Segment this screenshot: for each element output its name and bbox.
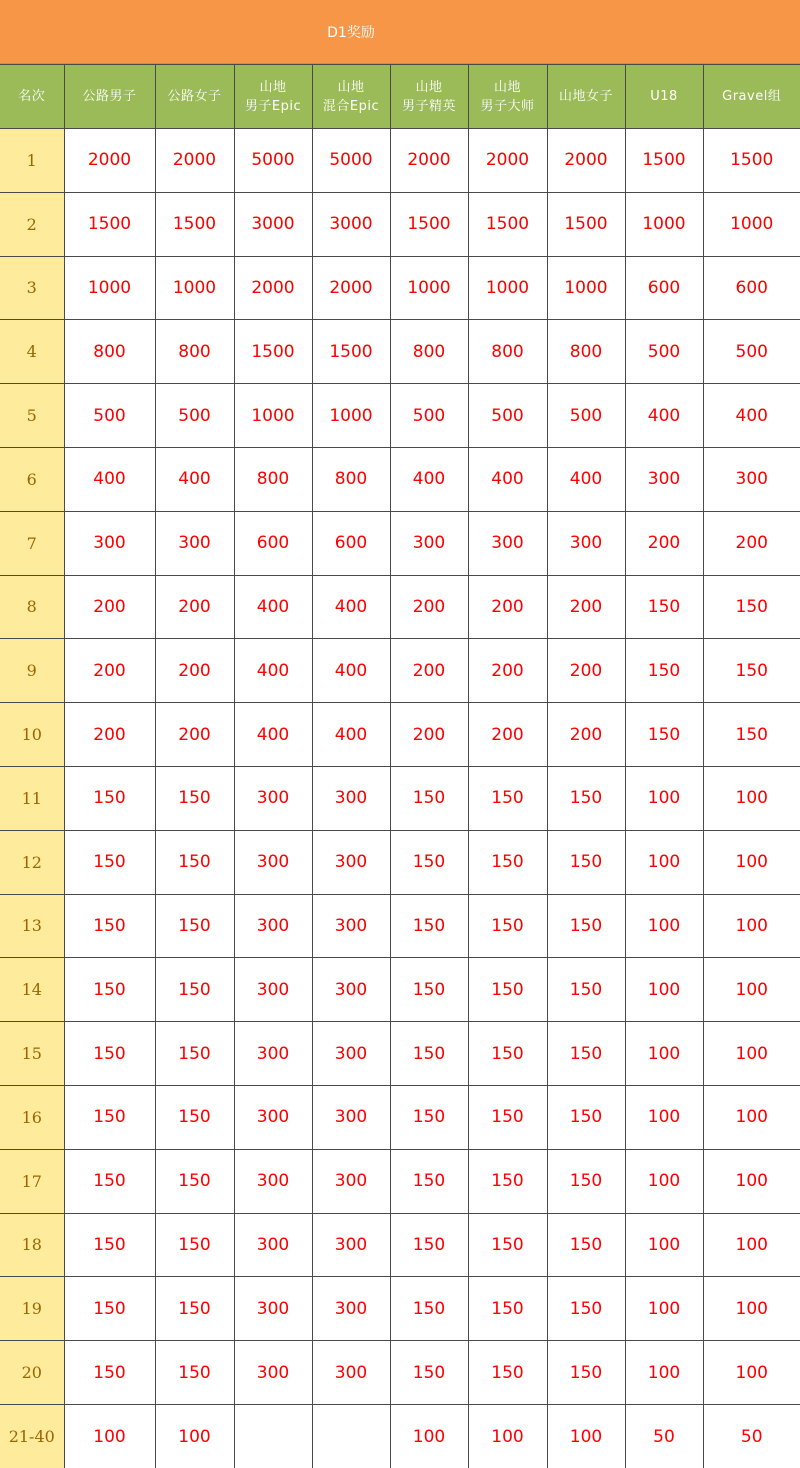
reward-cell-road-women: 1500: [155, 192, 234, 256]
reward-cell-mtb-men-master: 150: [468, 830, 547, 894]
reward-cell-mtb-women: 200: [547, 639, 625, 703]
reward-cell-gravel: 100: [703, 1149, 800, 1213]
reward-cell-road-women: 200: [155, 703, 234, 767]
reward-cell-mtb-men-elite: 150: [390, 1085, 468, 1149]
column-header-mtb-men-epic: [234, 65, 312, 129]
reward-cell-road-women: 150: [155, 1085, 234, 1149]
table-row: [0, 1022, 800, 1086]
reward-cell-gravel: 150: [703, 639, 800, 703]
reward-cell-road-men: 150: [64, 958, 155, 1022]
reward-cell-road-men: 800: [64, 320, 155, 384]
reward-cell-gravel: 300: [703, 447, 800, 511]
reward-cell-road-women: 150: [155, 830, 234, 894]
column-header-road-women: [155, 65, 234, 129]
reward-cell-road-women: 200: [155, 639, 234, 703]
table-row: [0, 192, 800, 256]
reward-cell-road-women: 800: [155, 320, 234, 384]
reward-cell-mtb-mixed-epic: 2000: [312, 256, 390, 320]
reward-cell-u18: 100: [625, 1022, 703, 1086]
reward-cell-mtb-men-master: 800: [468, 320, 547, 384]
table-row: [0, 958, 800, 1022]
reward-cell-mtb-women: 500: [547, 384, 625, 448]
reward-cell-mtb-women: 150: [547, 1341, 625, 1405]
reward-cell-road-men: 200: [64, 639, 155, 703]
reward-cell-mtb-men-elite: 100: [390, 1404, 468, 1468]
reward-cell-mtb-men-epic: 300: [234, 1277, 312, 1341]
rank-cell: 10: [0, 703, 64, 767]
reward-cell-mtb-men-epic: 300: [234, 1149, 312, 1213]
reward-cell-mtb-men-elite: 150: [390, 1213, 468, 1277]
reward-cell-mtb-women: 150: [547, 830, 625, 894]
reward-cell-road-women: 500: [155, 384, 234, 448]
reward-cell-mtb-women: 150: [547, 1213, 625, 1277]
reward-cell-u18: 100: [625, 894, 703, 958]
reward-cell-mtb-men-epic: 1000: [234, 384, 312, 448]
reward-cell-mtb-men-epic: 400: [234, 639, 312, 703]
reward-cell-mtb-women: 200: [547, 575, 625, 639]
reward-cell-road-men: 150: [64, 1341, 155, 1405]
rank-cell: 7: [0, 511, 64, 575]
reward-cell-mtb-men-elite: 200: [390, 703, 468, 767]
reward-cell-mtb-men-master: 1500: [468, 192, 547, 256]
column-header-line: 山地: [415, 79, 443, 95]
reward-cell-mtb-men-elite: 200: [390, 639, 468, 703]
column-header-line: 公路男子: [82, 89, 137, 104]
reward-cell-mtb-men-elite: 150: [390, 830, 468, 894]
table-row: [0, 129, 800, 193]
reward-cell-mtb-mixed-epic: 400: [312, 639, 390, 703]
reward-cell-mtb-men-elite: 400: [390, 447, 468, 511]
reward-cell-road-men: 1500: [64, 192, 155, 256]
reward-cell-mtb-mixed-epic: [312, 1404, 390, 1468]
column-header-line: 山地: [493, 79, 521, 95]
reward-cell-u18: 1000: [625, 192, 703, 256]
reward-cell-mtb-men-elite: 300: [390, 511, 468, 575]
rank-cell: 14: [0, 958, 64, 1022]
reward-cell-mtb-men-master: 1000: [468, 256, 547, 320]
reward-cell-mtb-women: 1000: [547, 256, 625, 320]
reward-cell-road-men: 200: [64, 703, 155, 767]
reward-cell-road-women: 300: [155, 511, 234, 575]
rank-cell: 18: [0, 1213, 64, 1277]
reward-cell-mtb-mixed-epic: 300: [312, 1341, 390, 1405]
table-row: [0, 639, 800, 703]
reward-cell-mtb-mixed-epic: 300: [312, 766, 390, 830]
reward-cell-gravel: 100: [703, 894, 800, 958]
reward-cell-gravel: 100: [703, 1213, 800, 1277]
reward-cell-road-men: 150: [64, 1022, 155, 1086]
reward-cell-road-men: 200: [64, 575, 155, 639]
reward-cell-mtb-mixed-epic: 5000: [312, 129, 390, 193]
rank-cell: 15: [0, 1022, 64, 1086]
reward-cell-mtb-men-elite: 800: [390, 320, 468, 384]
table-row: [0, 1213, 800, 1277]
reward-cell-mtb-women: 200: [547, 703, 625, 767]
reward-cell-road-men: 150: [64, 1149, 155, 1213]
reward-cell-mtb-mixed-epic: 1500: [312, 320, 390, 384]
column-header-line: 公路女子: [167, 89, 222, 104]
reward-cell-mtb-mixed-epic: 800: [312, 447, 390, 511]
reward-cell-u18: 100: [625, 1149, 703, 1213]
reward-cell-u18: 50: [625, 1404, 703, 1468]
rank-cell: 12: [0, 830, 64, 894]
reward-cell-mtb-men-master: 200: [468, 639, 547, 703]
reward-cell-gravel: 100: [703, 1341, 800, 1405]
column-header-line: 山地: [337, 79, 365, 95]
reward-cell-u18: 100: [625, 766, 703, 830]
reward-cell-mtb-men-elite: 150: [390, 1022, 468, 1086]
reward-cell-mtb-mixed-epic: 1000: [312, 384, 390, 448]
column-header-mtb-mixed-epic: [312, 65, 390, 129]
table-row: [0, 766, 800, 830]
reward-cell-mtb-men-epic: [234, 1404, 312, 1468]
reward-cell-mtb-mixed-epic: 300: [312, 958, 390, 1022]
reward-cell-mtb-men-master: 150: [468, 894, 547, 958]
reward-cell-mtb-men-master: 150: [468, 1277, 547, 1341]
reward-cell-gravel: 1000: [703, 192, 800, 256]
table-row: [0, 384, 800, 448]
reward-cell-road-men: 150: [64, 830, 155, 894]
table-row: [0, 320, 800, 384]
reward-cell-road-women: 200: [155, 575, 234, 639]
reward-cell-mtb-men-elite: 500: [390, 384, 468, 448]
reward-cell-road-women: 150: [155, 1149, 234, 1213]
reward-cell-road-women: 150: [155, 766, 234, 830]
column-header-line: 混合Epic: [322, 98, 380, 114]
rank-cell: 1: [0, 129, 64, 193]
reward-cell-u18: 150: [625, 639, 703, 703]
reward-cell-mtb-men-epic: 300: [234, 1341, 312, 1405]
reward-cell-road-men: 150: [64, 894, 155, 958]
reward-cell-mtb-men-elite: 200: [390, 575, 468, 639]
reward-cell-u18: 400: [625, 384, 703, 448]
rank-cell: 8: [0, 575, 64, 639]
reward-cell-mtb-men-epic: 300: [234, 894, 312, 958]
reward-cell-mtb-men-elite: 1500: [390, 192, 468, 256]
reward-cell-gravel: 100: [703, 1085, 800, 1149]
rank-cell: 17: [0, 1149, 64, 1213]
column-header-rank: [0, 65, 64, 129]
reward-cell-mtb-men-master: 150: [468, 1022, 547, 1086]
table-body: [0, 129, 800, 1468]
reward-cell-mtb-women: 100: [547, 1404, 625, 1468]
reward-cell-mtb-women: 2000: [547, 129, 625, 193]
reward-cell-u18: 100: [625, 830, 703, 894]
reward-cell-mtb-men-epic: 5000: [234, 129, 312, 193]
reward-cell-mtb-women: 150: [547, 958, 625, 1022]
reward-cell-road-women: 150: [155, 1341, 234, 1405]
header-row: [0, 65, 800, 129]
reward-cell-mtb-men-epic: 300: [234, 1213, 312, 1277]
rank-cell: 5: [0, 384, 64, 448]
reward-cell-mtb-men-epic: 2000: [234, 256, 312, 320]
reward-cell-mtb-men-master: 150: [468, 1213, 547, 1277]
reward-cell-gravel: 100: [703, 958, 800, 1022]
reward-cell-road-women: 400: [155, 447, 234, 511]
reward-cell-road-women: 150: [155, 894, 234, 958]
rank-cell: 13: [0, 894, 64, 958]
reward-cell-road-men: 150: [64, 1085, 155, 1149]
reward-cell-mtb-men-epic: 300: [234, 958, 312, 1022]
reward-cell-mtb-mixed-epic: 300: [312, 830, 390, 894]
reward-cell-mtb-women: 150: [547, 1149, 625, 1213]
reward-cell-mtb-women: 150: [547, 894, 625, 958]
reward-cell-u18: 500: [625, 320, 703, 384]
reward-cell-mtb-men-master: 200: [468, 703, 547, 767]
reward-cell-road-men: 300: [64, 511, 155, 575]
reward-cell-gravel: 100: [703, 1277, 800, 1341]
reward-cell-mtb-mixed-epic: 300: [312, 894, 390, 958]
table-row: [0, 256, 800, 320]
reward-cell-road-women: 150: [155, 1277, 234, 1341]
reward-cell-mtb-men-epic: 300: [234, 766, 312, 830]
reward-cell-road-men: 500: [64, 384, 155, 448]
table-title-bar: [0, 0, 800, 64]
reward-cell-mtb-men-master: 150: [468, 1341, 547, 1405]
column-header-mtb-men-elite: [390, 65, 468, 129]
reward-cell-mtb-mixed-epic: 300: [312, 1213, 390, 1277]
table-row: [0, 894, 800, 958]
reward-cell-mtb-men-epic: 600: [234, 511, 312, 575]
reward-cell-u18: 100: [625, 1277, 703, 1341]
reward-cell-u18: 200: [625, 511, 703, 575]
rank-cell: 6: [0, 447, 64, 511]
column-header-line: Gravel组: [722, 89, 782, 104]
reward-cell-mtb-women: 150: [547, 766, 625, 830]
reward-cell-mtb-men-master: 150: [468, 958, 547, 1022]
column-header-line: 男子大师: [480, 98, 535, 114]
reward-cell-gravel: 400: [703, 384, 800, 448]
table-row: [0, 830, 800, 894]
reward-cell-mtb-men-master: 150: [468, 1149, 547, 1213]
reward-cell-road-men: 2000: [64, 129, 155, 193]
reward-cell-mtb-men-epic: 400: [234, 703, 312, 767]
reward-cell-mtb-men-epic: 400: [234, 575, 312, 639]
reward-cell-gravel: 150: [703, 703, 800, 767]
column-header-u18: [625, 65, 703, 129]
reward-cell-mtb-women: 150: [547, 1277, 625, 1341]
reward-cell-mtb-men-master: 2000: [468, 129, 547, 193]
reward-cell-mtb-men-master: 100: [468, 1404, 547, 1468]
table-row: [0, 447, 800, 511]
reward-cell-gravel: 100: [703, 830, 800, 894]
reward-cell-mtb-men-elite: 150: [390, 766, 468, 830]
reward-cell-gravel: 150: [703, 575, 800, 639]
reward-cell-mtb-men-elite: 150: [390, 894, 468, 958]
reward-cell-gravel: 200: [703, 511, 800, 575]
reward-cell-mtb-mixed-epic: 300: [312, 1022, 390, 1086]
column-header-road-men: [64, 65, 155, 129]
column-header-line: 名次: [18, 89, 46, 104]
reward-cell-mtb-mixed-epic: 300: [312, 1085, 390, 1149]
reward-cell-road-women: 150: [155, 958, 234, 1022]
table-row: [0, 1404, 800, 1468]
reward-cell-mtb-men-master: 150: [468, 766, 547, 830]
reward-cell-mtb-men-elite: 150: [390, 1277, 468, 1341]
reward-cell-mtb-men-epic: 3000: [234, 192, 312, 256]
rank-cell: 20: [0, 1341, 64, 1405]
reward-cell-u18: 150: [625, 575, 703, 639]
column-header-line: 男子精英: [401, 98, 456, 114]
reward-cell-gravel: 100: [703, 766, 800, 830]
table-row: [0, 511, 800, 575]
table-title: D1奖励: [327, 24, 375, 41]
rank-cell: 19: [0, 1277, 64, 1341]
reward-cell-mtb-men-elite: 1000: [390, 256, 468, 320]
reward-cell-gravel: 50: [703, 1404, 800, 1468]
reward-cell-mtb-men-epic: 300: [234, 830, 312, 894]
reward-cell-road-men: 400: [64, 447, 155, 511]
rank-cell: 11: [0, 766, 64, 830]
reward-cell-mtb-women: 150: [547, 1085, 625, 1149]
reward-cell-mtb-men-epic: 800: [234, 447, 312, 511]
reward-cell-mtb-men-epic: 1500: [234, 320, 312, 384]
table-row: [0, 1085, 800, 1149]
reward-cell-mtb-men-elite: 150: [390, 958, 468, 1022]
reward-cell-road-women: 150: [155, 1213, 234, 1277]
table-row: [0, 1341, 800, 1405]
reward-cell-u18: 100: [625, 1085, 703, 1149]
reward-cell-mtb-mixed-epic: 400: [312, 575, 390, 639]
reward-cell-mtb-men-master: 150: [468, 1085, 547, 1149]
reward-cell-u18: 100: [625, 958, 703, 1022]
reward-cell-gravel: 500: [703, 320, 800, 384]
reward-cell-mtb-men-master: 300: [468, 511, 547, 575]
rank-cell: 3: [0, 256, 64, 320]
reward-cell-u18: 300: [625, 447, 703, 511]
column-header-mtb-women: [547, 65, 625, 129]
column-header-gravel: [703, 65, 800, 129]
reward-cell-mtb-men-master: 400: [468, 447, 547, 511]
column-header-line: 男子Epic: [244, 98, 302, 114]
reward-cell-mtb-mixed-epic: 300: [312, 1149, 390, 1213]
rank-cell: 16: [0, 1085, 64, 1149]
reward-cell-road-men: 100: [64, 1404, 155, 1468]
rank-cell: 4: [0, 320, 64, 384]
reward-cell-mtb-men-elite: 2000: [390, 129, 468, 193]
reward-cell-road-men: 150: [64, 1277, 155, 1341]
reward-cell-mtb-women: 150: [547, 1022, 625, 1086]
reward-cell-u18: 1500: [625, 129, 703, 193]
reward-cell-mtb-mixed-epic: 400: [312, 703, 390, 767]
column-header-mtb-men-master: [468, 65, 547, 129]
rank-cell: 21-40: [0, 1404, 64, 1468]
reward-cell-road-women: 100: [155, 1404, 234, 1468]
reward-cell-mtb-men-elite: 150: [390, 1149, 468, 1213]
rank-cell: 2: [0, 192, 64, 256]
rank-cell: 9: [0, 639, 64, 703]
reward-cell-mtb-women: 300: [547, 511, 625, 575]
reward-cell-gravel: 600: [703, 256, 800, 320]
reward-cell-u18: 150: [625, 703, 703, 767]
reward-cell-gravel: 100: [703, 1022, 800, 1086]
reward-cell-mtb-mixed-epic: 600: [312, 511, 390, 575]
table-row: [0, 703, 800, 767]
reward-cell-gravel: 1500: [703, 129, 800, 193]
reward-cell-mtb-men-epic: 300: [234, 1022, 312, 1086]
table-row: [0, 1149, 800, 1213]
reward-cell-road-men: 150: [64, 1213, 155, 1277]
reward-cell-u18: 100: [625, 1341, 703, 1405]
reward-cell-mtb-men-master: 200: [468, 575, 547, 639]
table-row: [0, 575, 800, 639]
reward-cell-mtb-mixed-epic: 3000: [312, 192, 390, 256]
reward-cell-road-men: 1000: [64, 256, 155, 320]
reward-cell-road-women: 150: [155, 1022, 234, 1086]
column-header-line: 山地女子: [558, 89, 613, 104]
reward-cell-road-women: 2000: [155, 129, 234, 193]
reward-cell-mtb-men-elite: 150: [390, 1341, 468, 1405]
column-header-line: U18: [650, 89, 678, 104]
reward-cell-mtb-women: 800: [547, 320, 625, 384]
reward-cell-mtb-men-epic: 300: [234, 1085, 312, 1149]
reward-cell-road-men: 150: [64, 766, 155, 830]
reward-cell-mtb-women: 400: [547, 447, 625, 511]
reward-cell-mtb-men-master: 500: [468, 384, 547, 448]
reward-cell-u18: 600: [625, 256, 703, 320]
table-row: [0, 1277, 800, 1341]
reward-cell-mtb-mixed-epic: 300: [312, 1277, 390, 1341]
reward-cell-u18: 100: [625, 1213, 703, 1277]
reward-cell-road-women: 1000: [155, 256, 234, 320]
rewards-table: [0, 64, 800, 1468]
column-header-line: 山地: [259, 79, 287, 95]
reward-cell-mtb-women: 1500: [547, 192, 625, 256]
